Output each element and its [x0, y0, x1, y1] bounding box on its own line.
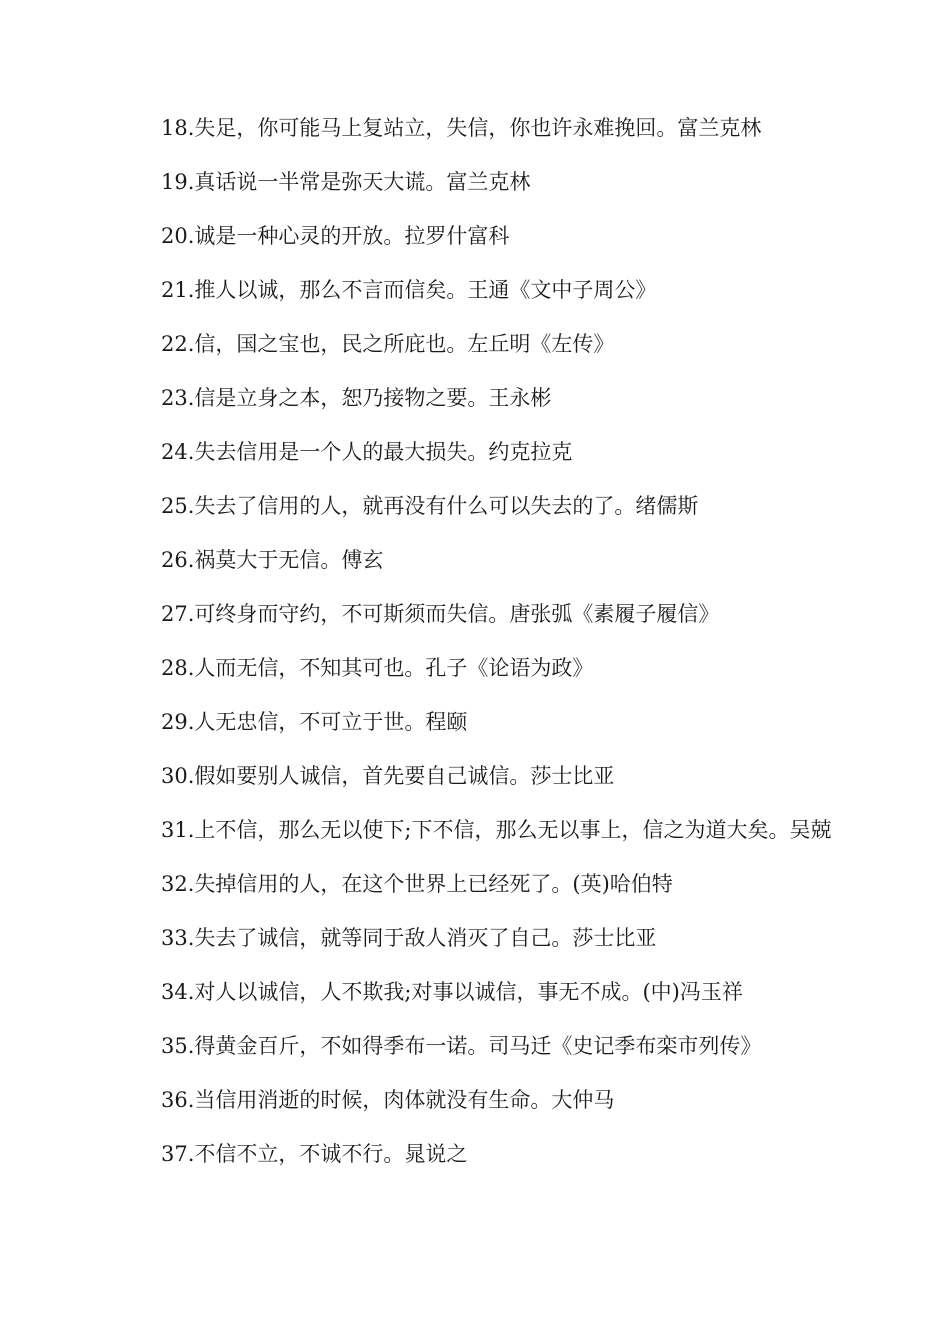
quote-item-32: 32.失掉信用的人，在这个世界上已经死了。(英)哈伯特 — [161, 872, 673, 896]
quote-item-24: 24.失去信用是一个人的最大损失。约克拉克 — [161, 440, 573, 464]
quote-item-25: 25.失去了信用的人，就再没有什么可以失去的了。绪儒斯 — [161, 494, 699, 518]
quote-item-37: 37.不信不立，不诚不行。晁说之 — [161, 1142, 468, 1166]
quote-item-29: 29.人无忠信，不可立于世。程颐 — [161, 710, 468, 734]
quote-item-27: 27.可终身而守约，不可斯须而失信。唐张弧《素履子履信》 — [161, 602, 720, 626]
quote-item-35: 35.得黄金百斤，不如得季布一诺。司马迁《史记季布栾市列传》 — [161, 1034, 762, 1058]
quote-item-20: 20.诚是一种心灵的开放。拉罗什富科 — [161, 224, 510, 248]
quote-item-36: 36.当信用消逝的时候，肉体就没有生命。大仲马 — [161, 1088, 615, 1112]
quote-item-18: 18.失足，你可能马上复站立，失信，你也许永难挽回。富兰克林 — [161, 116, 762, 140]
quote-item-26: 26.祸莫大于无信。傅玄 — [161, 548, 384, 572]
quote-list — [117, 111, 837, 1191]
quote-item-21: 21.推人以诚，那么不言而信矣。王通《文中子周公》 — [161, 278, 657, 302]
quote-item-33: 33.失去了诚信，就等同于敌人消灭了自己。莎士比亚 — [161, 926, 657, 950]
quote-item-19: 19.真话说一半常是弥天大谎。富兰克林 — [161, 170, 531, 194]
quote-item-34: 34.对人以诚信，人不欺我;对事以诚信，事无不成。(中)冯玉祥 — [161, 980, 743, 1004]
quote-item-30: 30.假如要别人诚信，首先要自己诚信。莎士比亚 — [161, 764, 615, 788]
quote-item-31: 31.上不信，那么无以使下;下不信，那么无以事上，信之为道大矣。吴兢 — [161, 818, 832, 842]
quote-item-22: 22.信，国之宝也，民之所庇也。左丘明《左传》 — [161, 332, 615, 356]
quote-item-23: 23.信是立身之本，恕乃接物之要。王永彬 — [161, 386, 552, 410]
quote-item-28: 28.人而无信，不知其可也。孔子《论语为政》 — [161, 656, 594, 680]
